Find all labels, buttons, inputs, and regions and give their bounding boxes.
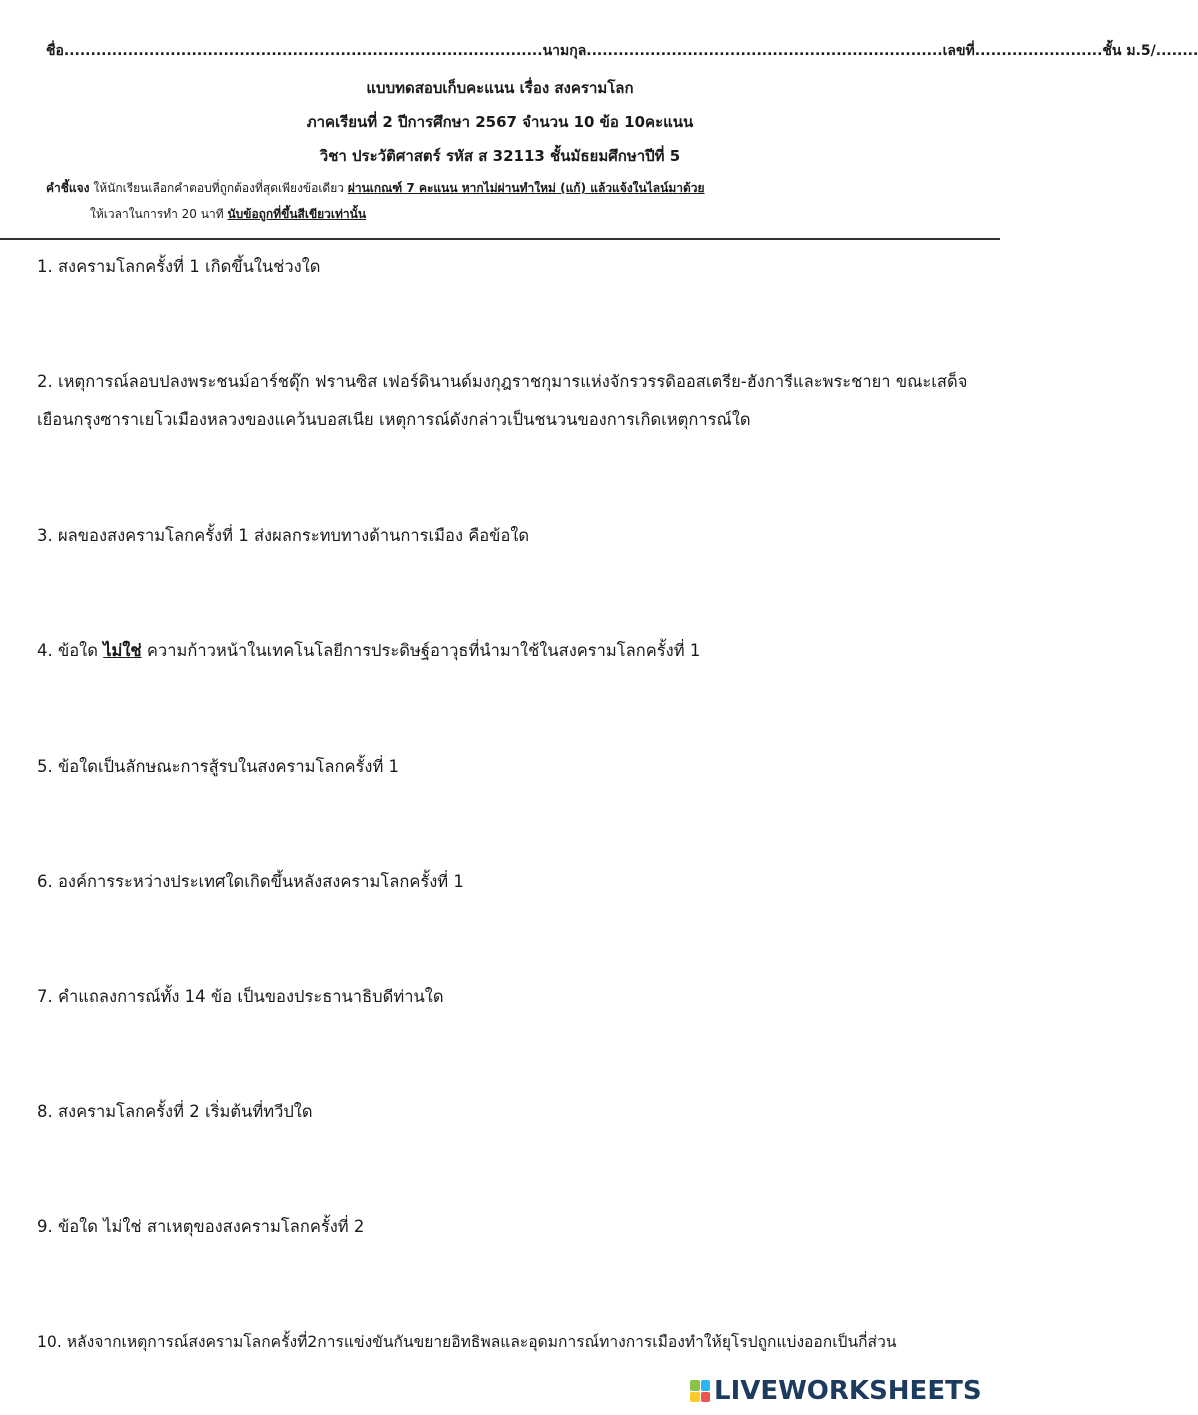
question-7: 7. คำแถลงการณ์ทั้ง 14 ข้อ เป็นของประธานาธิบดีท่านใด	[37, 987, 444, 1006]
liveworksheets-wordmark: LIVEWORKSHEETS	[714, 1376, 982, 1406]
question-4-prefix: 4. ข้อใด	[37, 641, 104, 660]
question-4-suffix: ความก้าวหน้าในเทคโนโลยีการประดิษฐ์อาวุธที่นำมาใช้ในสงครามโลกครั้งที่ 1	[141, 641, 701, 660]
student-info-line: ชื่อ..........................................................................................นามกุล...................................................................เลขที่........................ชั้น ม.5/........	[46, 43, 1198, 59]
question-9: 9. ข้อใด ไม่ใช่ สาเหตุของสงครามโลกครั้งที่ 2	[37, 1217, 365, 1236]
subject-info: วิชา ประวัติศาสตร์ รหัส ส 32113 ชั้นมัธยมศึกษาปีที่ 5	[319, 147, 681, 165]
question-1: 1. สงครามโลกครั้งที่ 1 เกิดขึ้นในช่วงใด	[37, 257, 321, 276]
logo-cell-1	[690, 1380, 700, 1391]
liveworksheets-grid-icon	[690, 1380, 710, 1402]
question-4-not: ไม่ใช่	[103, 641, 142, 660]
question-5: 5. ข้อใดเป็นลักษณะการสู้รบในสงครามโลกครั้งที่ 1	[37, 757, 400, 776]
time-text: ให้เวลาในการทำ 20 นาที	[90, 207, 228, 221]
term-info: ภาคเรียนที่ 2 ปีการศึกษา 2567 จำนวน 10 ข้อ 10คะแนน	[306, 113, 694, 131]
logo-cell-2	[701, 1380, 711, 1391]
question-10: 10. หลังจากเหตุการณ์สงครามโลกครั้งที่2การแข่งขันกันขยายอิทธิพลและอุดมการณ์ทางการเมืองทำให้ยุโรปถูกแบ่งออกเป็นกี่ส่วน	[37, 1333, 897, 1351]
question-8: 8. สงครามโลกครั้งที่ 2 เริ่มต้นที่ทวีปใด	[37, 1102, 313, 1121]
question-6: 6. องค์การระหว่างประเทศใดเกิดขึ้นหลังสงครามโลกครั้งที่ 1	[37, 872, 464, 891]
question-4	[37, 632, 977, 670]
logo-cell-4	[701, 1392, 711, 1403]
question-3: 3. ผลของสงครามโลกครั้งที่ 1 ส่งผลกระทบทางด้านการเมือง คือข้อใด	[37, 526, 530, 545]
instructions	[46, 179, 705, 198]
worksheet-title: แบบทดสอบเก็บคะแนน เรื่อง สงครามโลก	[366, 79, 634, 97]
question-2: 2. เหตุการณ์ลอบปลงพระชนม์อาร์ชดุ๊ก ฟรานซิส เฟอร์ดินานด์มงกุฎราชกุมารแห่งจักรวรรดิออสเตรีย-ฮังการีและพระชายา ขณะเสด็จเยือนกรุงซาราเยโวเมืองหลวงของแคว้นบอสเนีย เหตุการณ์ดังกล่าวเป็นชนวนของการเกิดเหตุการณ์ใด	[37, 372, 968, 429]
worksheet-header	[0, 0, 1198, 240]
time-instructions	[90, 205, 366, 224]
header-divider	[0, 238, 1000, 240]
instructions-text: ให้นักเรียนเลือกคำตอบที่ถูกต้องที่สุดเพียงข้อเดียว	[89, 181, 348, 195]
instructions-pass-criteria: ผ่านเกณฑ์ 7 คะแนน หากไม่ผ่านทำใหม่ (แก้) แล้วแจ้งในไลน์มาด้วย	[347, 181, 705, 195]
time-emphasis: นับข้อถูกที่ขึ้นสีเขียวเท่านั้น	[227, 207, 367, 221]
logo-cell-3	[690, 1392, 700, 1403]
liveworksheets-logo	[690, 1375, 982, 1407]
instructions-label: คำชี้แจง	[46, 181, 90, 195]
